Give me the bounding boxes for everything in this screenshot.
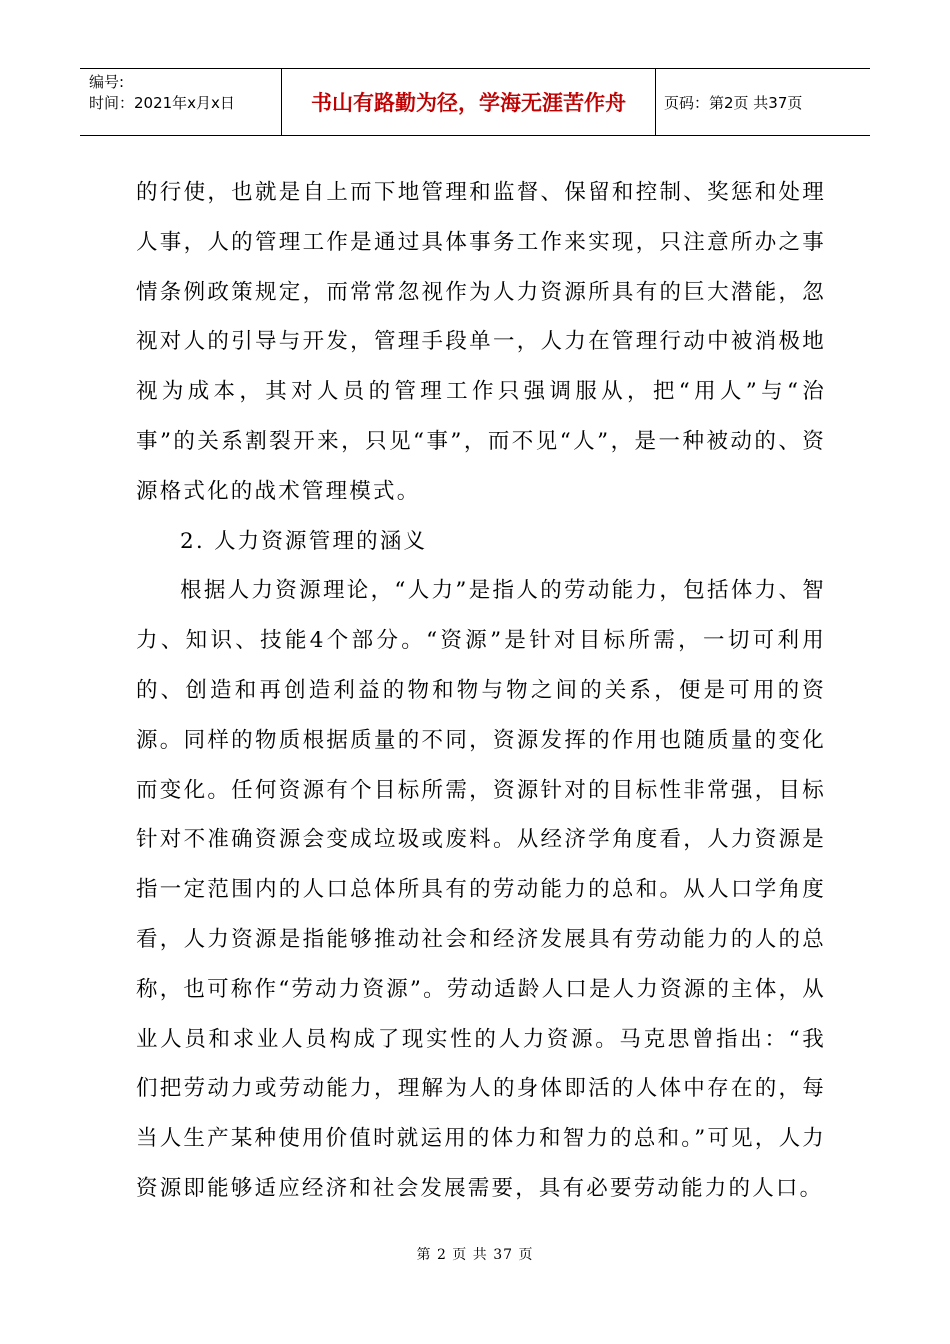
page-header <box>80 68 870 136</box>
header-page-info <box>656 69 870 135</box>
header-motto-cell <box>282 69 656 135</box>
body-paragraph: 根据人力资源理论，“人力”是指人的劳动能力，包括体力、智力、知识、技能4个部分。“资源”是针对目标所需，一切可利用的、创造和再创造利益的物和物与物之间的关系，便是可用的资源。同样的物质根据质量的不同，资源发挥的作用也随质量的变化而变化。任何资源有个目标所需，资源针对的目标性非常强，目标针对不准确资源会变成垃圾或废料。从经济学角度看，人力资源是指一定范围内的人口总体所具有的劳动能力的总和。从人口学角度看，人力资源是指能够推动社会和经济发展具有劳动能力的人的总称，也可称作“劳动力资源”。劳动适龄人口是人力资源的主体，从业人员和求业人员构成了现实性的人力资源。马克思曾指出：“我们把劳动力或劳动能力，理解为人的身体即活的人体中存在的，每当人生产某种使用价值时就运用的体力和智力的总和。”可见，人力资源即能够适应经济和社会发展需要，具有必要劳动能力的人口。 <box>136 578 826 1201</box>
footer-page-number: 第 2 页 共 37 页 <box>416 1247 534 1263</box>
page-info-text: 页码：第2页 共37页 <box>664 93 803 112</box>
body-paragraph: 的行使，也就是自上而下地管理和监督、保留和控制、奖惩和处理人事，人的管理工作是通过具体事务工作来实现，只注意所办之事情条例政策规定，而常常忽视作为人力资源所具有的巨大潜能，忽视对人的引导与开发，管理手段单一，人力在管理行动中被消极地视为成本，其对人员的管理工作只强调服从，把“用人”与“治事”的关系割裂开来，只见“事”，而不见“人”，是一种被动的、资源格式化的战术管理模式。 <box>136 180 826 504</box>
header-motto: 书山有路勤为径，学海无涯苦作舟 <box>311 91 626 115</box>
page-footer <box>0 1244 950 1264</box>
document-body <box>136 168 826 1214</box>
section-heading: 2. 人力资源管理的涵义 <box>180 528 428 554</box>
document-number-label: 编号: <box>89 73 125 91</box>
header-meta <box>80 69 282 135</box>
document-date: 时间：2021年x月x日 <box>89 94 235 112</box>
